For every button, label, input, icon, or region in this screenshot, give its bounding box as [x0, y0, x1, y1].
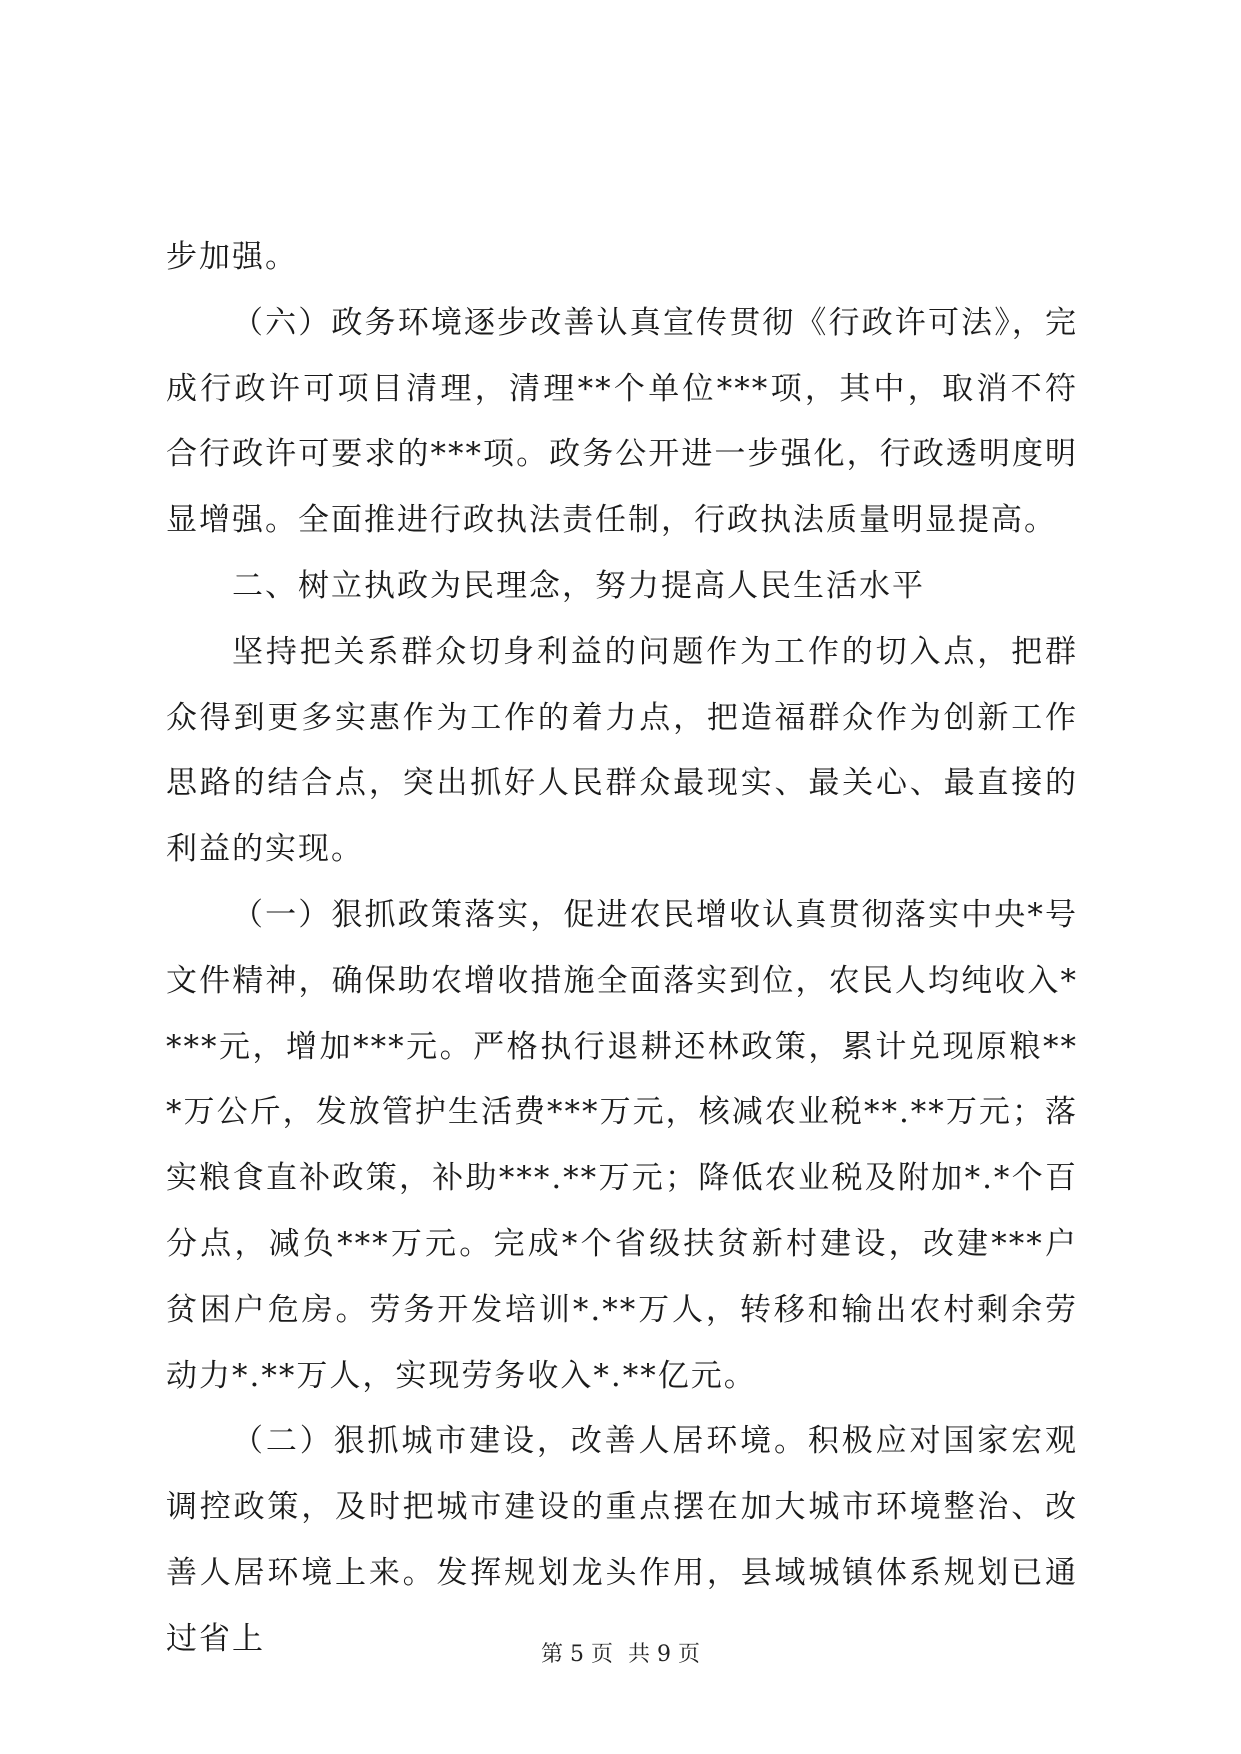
paragraph-urban-construction: （二）狠抓城市建设，改善人居环境。积极应对国家宏观调控政策，及时把城市建设的重点摆在加大城市环境整治、改善人居环境上来。发挥规划龙头作用，县域城镇体系规划已通过省上	[166, 1423, 1078, 1657]
body-text	[166, 225, 1078, 1673]
paragraph-people-interests: 坚持把关系群众切身利益的问题作为工作的切入点，把群众得到更多实惠作为工作的着力点，把造福群众作为创新工作思路的结合点，突出抓好人民群众最现实、最关心、最直接的利益的实现。	[166, 633, 1078, 868]
paragraph-continuation: 步加强。	[166, 239, 298, 275]
page-footer	[0, 1640, 1241, 1670]
page-total: 共 9 页	[628, 1642, 700, 1667]
paragraph-government-environment: （六）政务环境逐步改善认真宣传贯彻《行政许可法》，完成行政许可项目清理，清理**个单位***项，其中，取消不符合行政许可要求的***项。政务公开进一步强化，行政透明度明显增强。全面推进行政执法责任制，行政执法质量明显提高。	[166, 304, 1078, 539]
page-number: 第 5 页	[541, 1642, 613, 1667]
paragraph-farmer-income: （一）狠抓政策落实，促进农民增收认真贯彻落实中央*号文件精神，确保助农增收措施全面落实到位，农民人均纯收入****元，增加***元。严格执行退耕还林政策，累计兑现原粮***万公斤，发放管护生活费***万元，核减农业税**.**万元；落实粮食直补政策，补助***.**万元；降低农业税及附加*.*个百分点，减负***万元。完成*个省级扶贫新村建设，改建***户贫困户危房。劳务开发培训*.**万人，转移和输出农村剩余劳动力*.**万人，实现劳务收入*.**亿元。	[166, 896, 1078, 1394]
section-heading-two: 二、树立执政为民理念，努力提高人民生活水平	[232, 567, 925, 604]
